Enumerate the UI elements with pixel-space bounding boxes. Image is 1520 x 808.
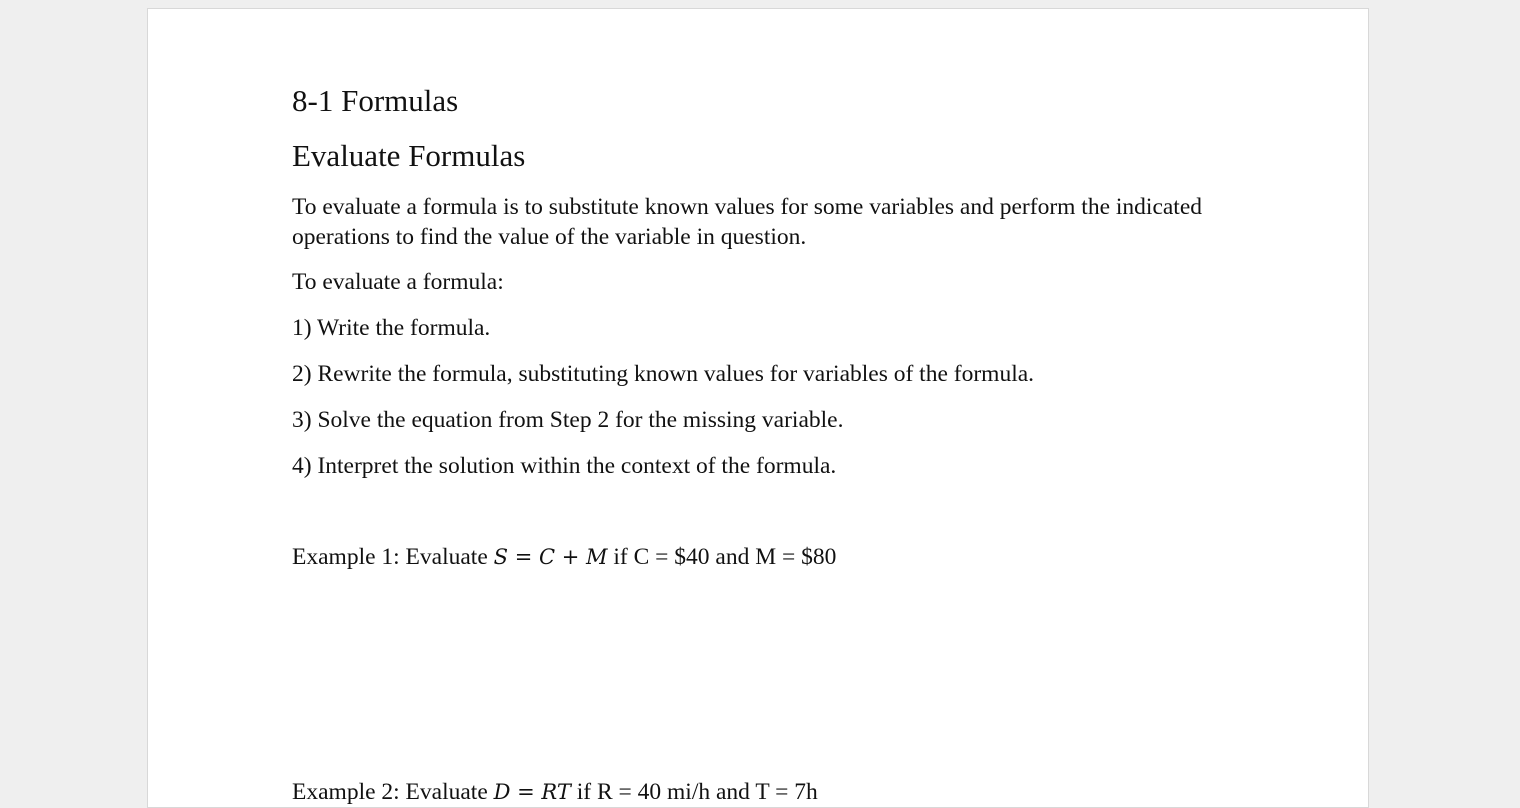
example-2-formula: D = RT (493, 780, 571, 804)
step-item: 2) Rewrite the formula, substituting known values for variables of the formula. (292, 361, 1035, 387)
example-1 (292, 542, 836, 572)
example-1-suffix: if C = $40 and M = $80 (607, 544, 837, 570)
document-title: 8-1 Formulas (292, 83, 459, 118)
step-item: 4) Interpret the solution within the context of the formula. (292, 453, 837, 479)
example-2 (292, 777, 818, 807)
step-item: 1) Write the formula. (292, 315, 491, 341)
steps-intro: To evaluate a formula: (292, 269, 504, 295)
example-2-prefix: Example 2: Evaluate (292, 779, 494, 805)
section-heading: Evaluate Formulas (292, 138, 526, 173)
intro-paragraph: To evaluate a formula is to substitute known values for some variables and perform the indicated operations to find the value of the variable in question. (292, 194, 1203, 250)
example-2-suffix: if R = 40 mi/h and T = 7h (570, 779, 818, 805)
step-item: 3) Solve the equation from Step 2 for the missing variable. (292, 407, 844, 433)
document-page (147, 8, 1369, 808)
example-1-formula: S = C + M (493, 545, 608, 569)
example-1-prefix: Example 1: Evaluate (292, 544, 494, 570)
